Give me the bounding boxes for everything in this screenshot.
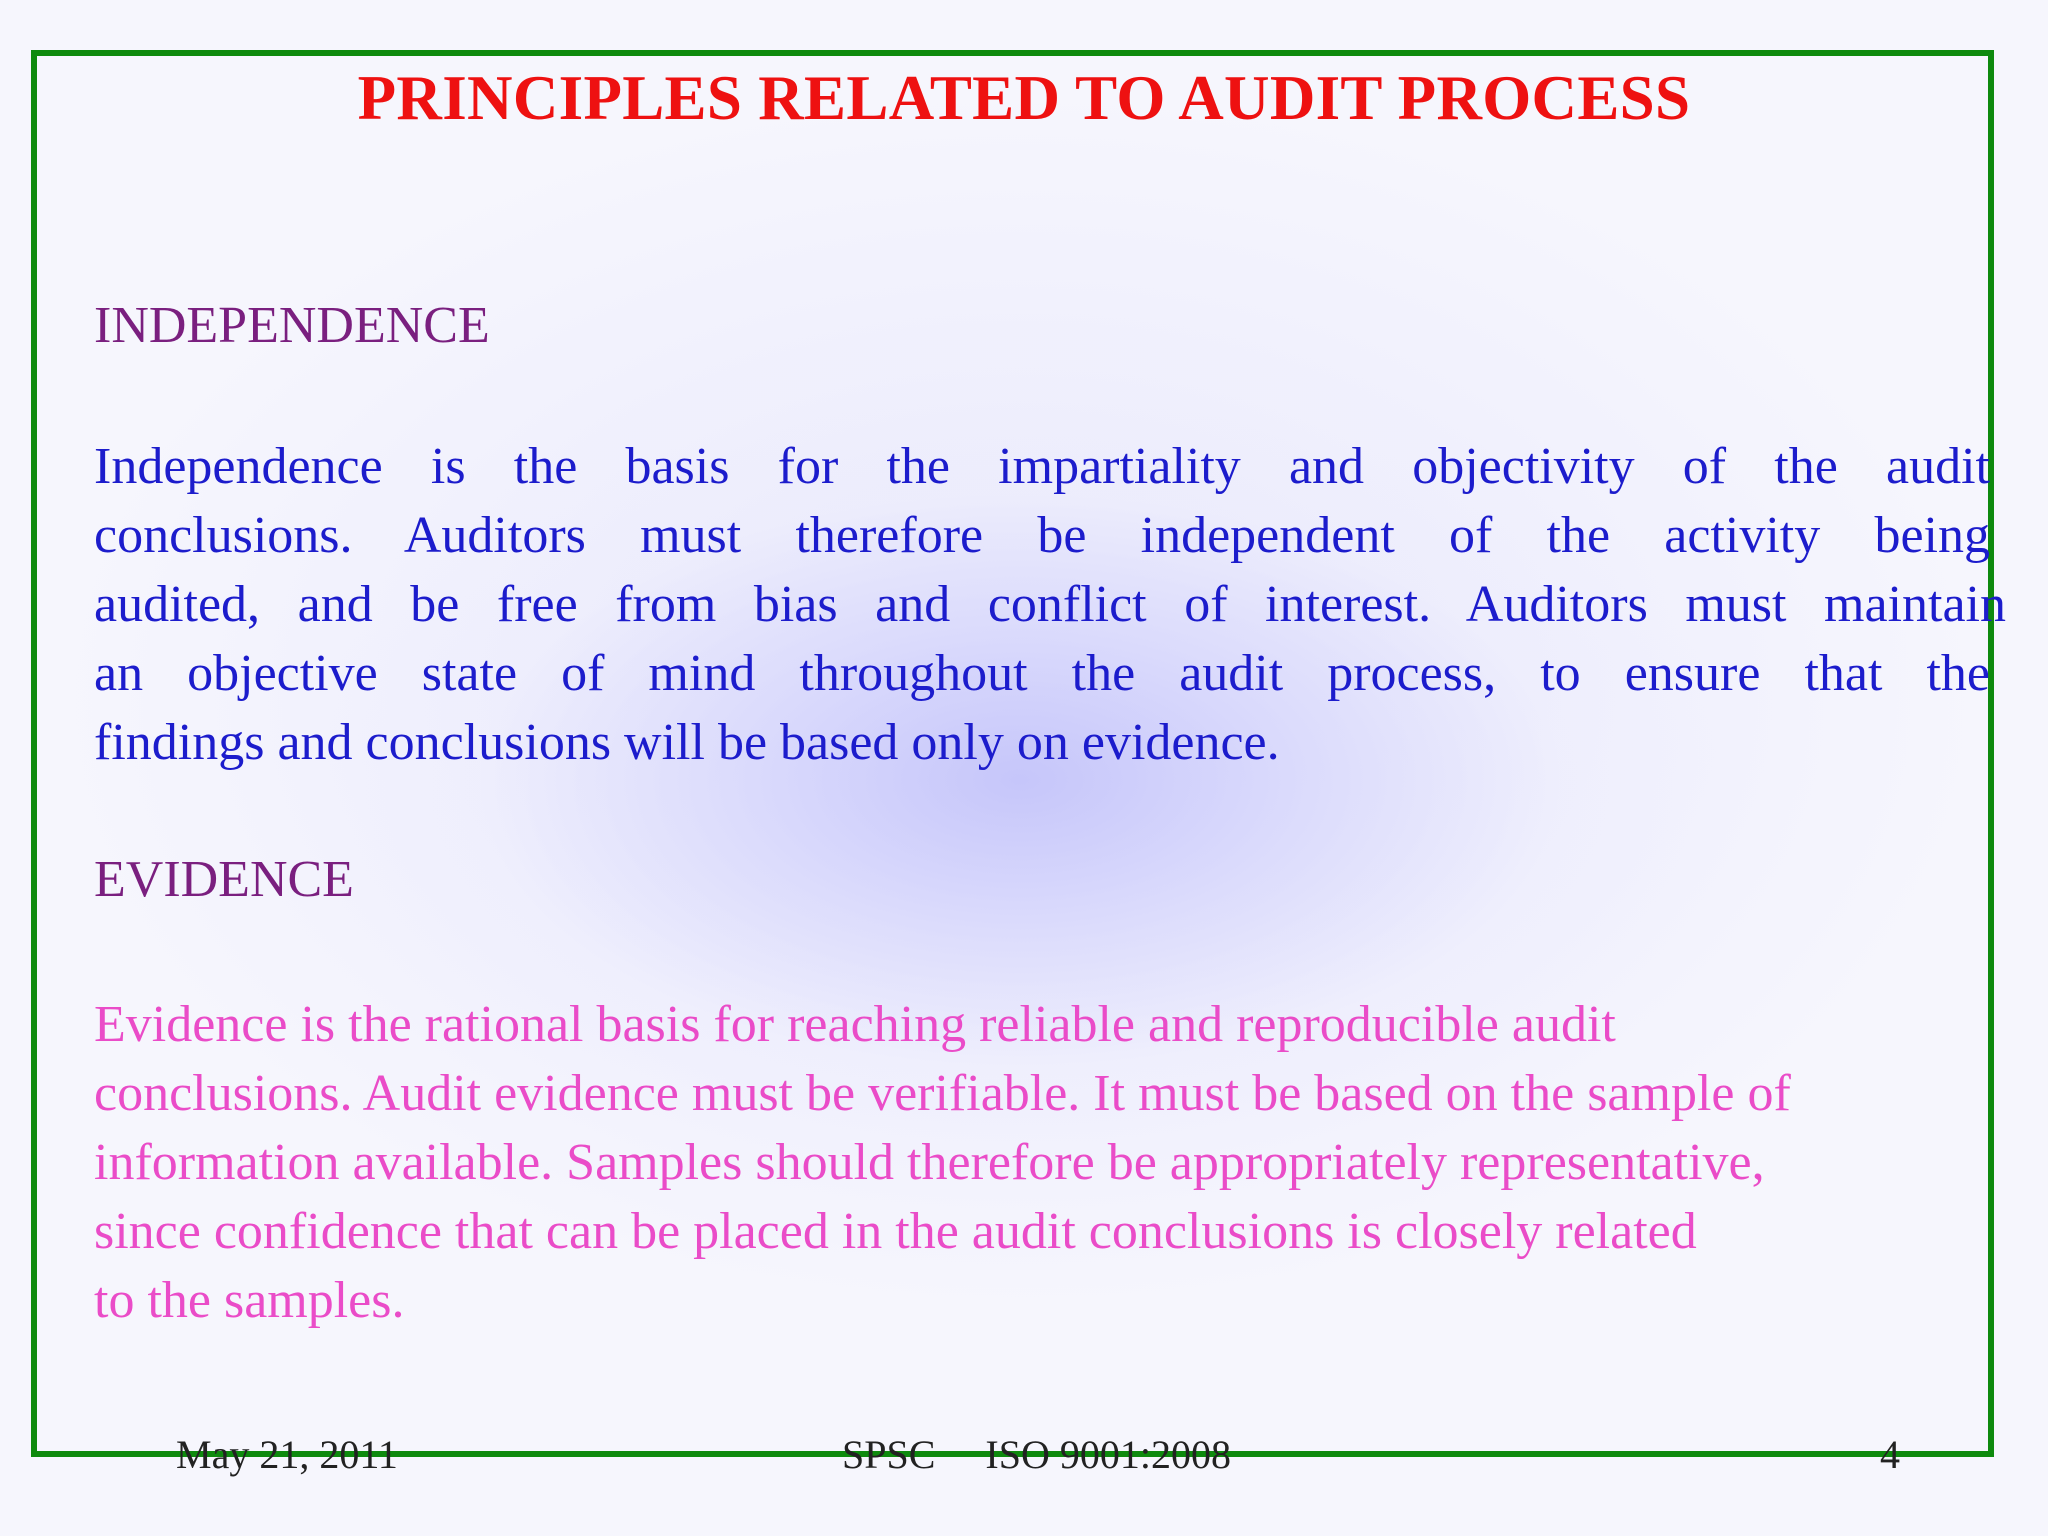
evidence-line-2: conclusions. Audit evidence must be verifiable. It must be based on the sample of bbox=[94, 1065, 1791, 1122]
footer-center-text: SPSC ISO 9001:2008 bbox=[842, 1432, 1231, 1477]
independence-paragraph bbox=[94, 432, 2006, 777]
evidence-heading: EVIDENCE bbox=[94, 851, 354, 908]
evidence-line-5: to the samples. bbox=[94, 1272, 405, 1329]
footer-page-number: 4 bbox=[1880, 1432, 1900, 1477]
footer-date: May 21, 2011 bbox=[176, 1432, 398, 1477]
evidence-paragraph bbox=[94, 990, 2006, 1335]
independence-line-3: audited, and be free from bias and conflict of interest. Auditors must maintain bbox=[94, 576, 2006, 633]
independence-heading: INDEPENDENCE bbox=[94, 297, 490, 354]
evidence-line-4: since confidence that can be placed in the audit conclusions is closely related bbox=[94, 1203, 1697, 1260]
evidence-line-1: Evidence is the rational basis for reaching reliable and reproducible audit bbox=[94, 996, 1616, 1053]
evidence-line-3: information available. Samples should therefore be appropriately representative, bbox=[94, 1134, 1765, 1191]
independence-line-1: Independence is the basis for the impartiality and objectivity of the audit bbox=[94, 438, 1990, 495]
slide-title: PRINCIPLES RELATED TO AUDIT PROCESS bbox=[357, 63, 1691, 133]
independence-line-5: findings and conclusions will be based only on evidence. bbox=[94, 714, 1280, 771]
independence-line-2: conclusions. Auditors must therefore be independent of the activity being bbox=[94, 507, 1990, 564]
independence-line-4: an objective state of mind throughout the audit process, to ensure that the bbox=[94, 645, 1990, 702]
